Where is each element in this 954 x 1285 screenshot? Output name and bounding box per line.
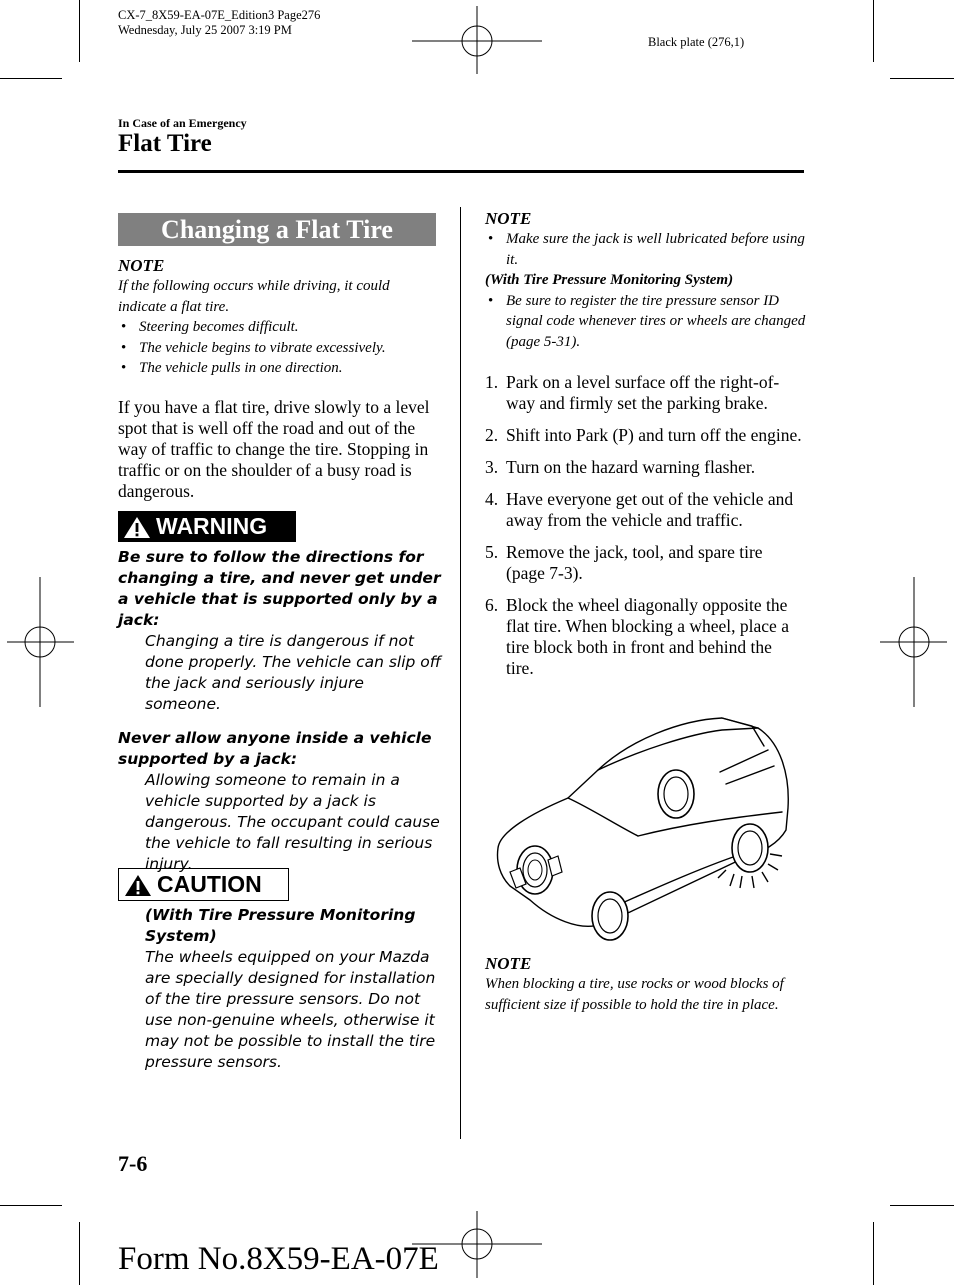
warning-1-body: Changing a tire is dangerous if not done properly. The vehicle can slip off the jack and seriously injure someone. xyxy=(145,632,441,713)
step-text: Block the wheel diagonally opposite the flat tire. When blocking a wheel, place a tire block both in front and behind the tire. xyxy=(506,595,789,678)
left-note xyxy=(118,256,438,379)
caution-label: CAUTION xyxy=(157,871,262,897)
step-text: Park on a level surface off the right-of-way and firmly set the parking brake. xyxy=(506,372,780,413)
note-bullet: • Make sure the jack is well lubricated before using it. xyxy=(485,229,807,270)
file-info xyxy=(118,8,320,38)
step-item xyxy=(485,457,803,478)
step-number: 6. xyxy=(485,595,499,615)
registration-mark-left xyxy=(2,575,77,710)
intro-paragraph: If you have a flat tire, drive slowly to a level spot that is well off the road and out of the way of traffic to change the tire. Stopping in traffic or on the shoulder of a busy road is dangerous. xyxy=(118,397,430,501)
warning-2-heading: Never allow anyone inside a vehicle supported by a jack: xyxy=(118,729,432,768)
warning-content xyxy=(118,547,443,875)
note-bullet-list xyxy=(485,229,807,270)
note-text: When blocking a tire, use rocks or wood blocks of sufficient size if possible to hold the tire in place. xyxy=(485,976,784,1013)
note-intro: If the following occurs while driving, it could indicate a flat tire. xyxy=(118,278,390,315)
step-text: Shift into Park (P) and turn off the engine. xyxy=(506,425,802,445)
procedure-steps xyxy=(485,372,803,690)
section-label: In Case of an Emergency xyxy=(118,116,247,130)
warning-2-body: Allowing someone to remain in a vehicle supported by a jack is dangerous. The occupant could cause the vehicle to fall resulting in serious injury. xyxy=(145,771,440,873)
step-text: Turn on the hazard warning flasher. xyxy=(506,457,756,477)
right-note-2 xyxy=(485,954,807,1015)
rear-far-wheel xyxy=(658,770,694,818)
step-number: 1. xyxy=(485,372,499,392)
chapter-title: Flat Tire xyxy=(118,130,212,157)
caution-heading: (With Tire Pressure Monitoring System) xyxy=(145,906,416,945)
note-bullet: • The vehicle begins to vibrate excessively. xyxy=(118,338,438,359)
step-number: 5. xyxy=(485,542,499,562)
step-item xyxy=(485,372,803,414)
warning-1-heading: Be sure to follow the directions for changing a tire, and never get under a vehicle that is supported only by a jack: xyxy=(118,548,441,629)
note-heading: NOTE xyxy=(485,209,532,228)
chapter-rule xyxy=(118,170,804,173)
form-number: Form No.8X59-EA-07E xyxy=(118,1241,439,1277)
caution-badge xyxy=(118,868,289,901)
step-number: 4. xyxy=(485,489,499,509)
step-item xyxy=(485,542,803,584)
note-bullet: • Steering becomes difficult. xyxy=(118,317,438,338)
note-heading: NOTE xyxy=(118,256,165,275)
step-item xyxy=(485,595,803,679)
note-bullet: • The vehicle pulls in one direction. xyxy=(118,358,438,379)
front-near-wheel xyxy=(592,892,628,940)
warning-label: WARNING xyxy=(156,513,268,539)
wheel-blocking-illustration xyxy=(490,712,800,944)
right-note xyxy=(485,209,807,352)
step-item xyxy=(485,425,803,446)
note-bullet-list xyxy=(485,291,807,353)
page-number: 7-6 xyxy=(118,1151,148,1176)
registration-mark-right xyxy=(877,575,952,710)
file-info-line-2: Wednesday, July 25 2007 3:19 PM xyxy=(118,23,292,37)
warning-badge xyxy=(118,511,296,542)
flat-tire-wheel xyxy=(718,824,782,888)
caution-body: The wheels equipped on your Mazda are specially designed for installation of the tire pressure sensors. Do not use non-genuine wheels, otherwise it may not be possible to install the tire pressure sensors. xyxy=(145,948,436,1071)
note-bullet-list xyxy=(118,317,438,379)
step-text: Have everyone get out of the vehicle and away from the vehicle and traffic. xyxy=(506,489,794,530)
step-text: Remove the jack, tool, and spare tire (page 7-3). xyxy=(506,542,763,583)
step-number: 2. xyxy=(485,425,499,445)
step-number: 3. xyxy=(485,457,499,477)
note-subheading: (With Tire Pressure Monitoring System) xyxy=(485,272,734,288)
step-item xyxy=(485,489,803,531)
registration-mark-top xyxy=(400,2,555,77)
caution-triangle-icon xyxy=(123,872,153,898)
file-info-line-1: CX-7_8X59-EA-07E_Edition3 Page276 xyxy=(118,8,321,22)
plate-info: Black plate (276,1) xyxy=(648,35,745,49)
note-heading: NOTE xyxy=(485,954,532,973)
front-wheel xyxy=(517,846,553,894)
column-divider xyxy=(460,207,461,1139)
warning-triangle-icon xyxy=(122,514,152,540)
note-bullet: • Be sure to register the tire pressure sensor ID signal code whenever tires or wheels are changed (page 5-31). xyxy=(485,291,807,353)
section-heading: Changing a Flat Tire xyxy=(118,213,436,246)
caution-content xyxy=(145,905,443,1073)
